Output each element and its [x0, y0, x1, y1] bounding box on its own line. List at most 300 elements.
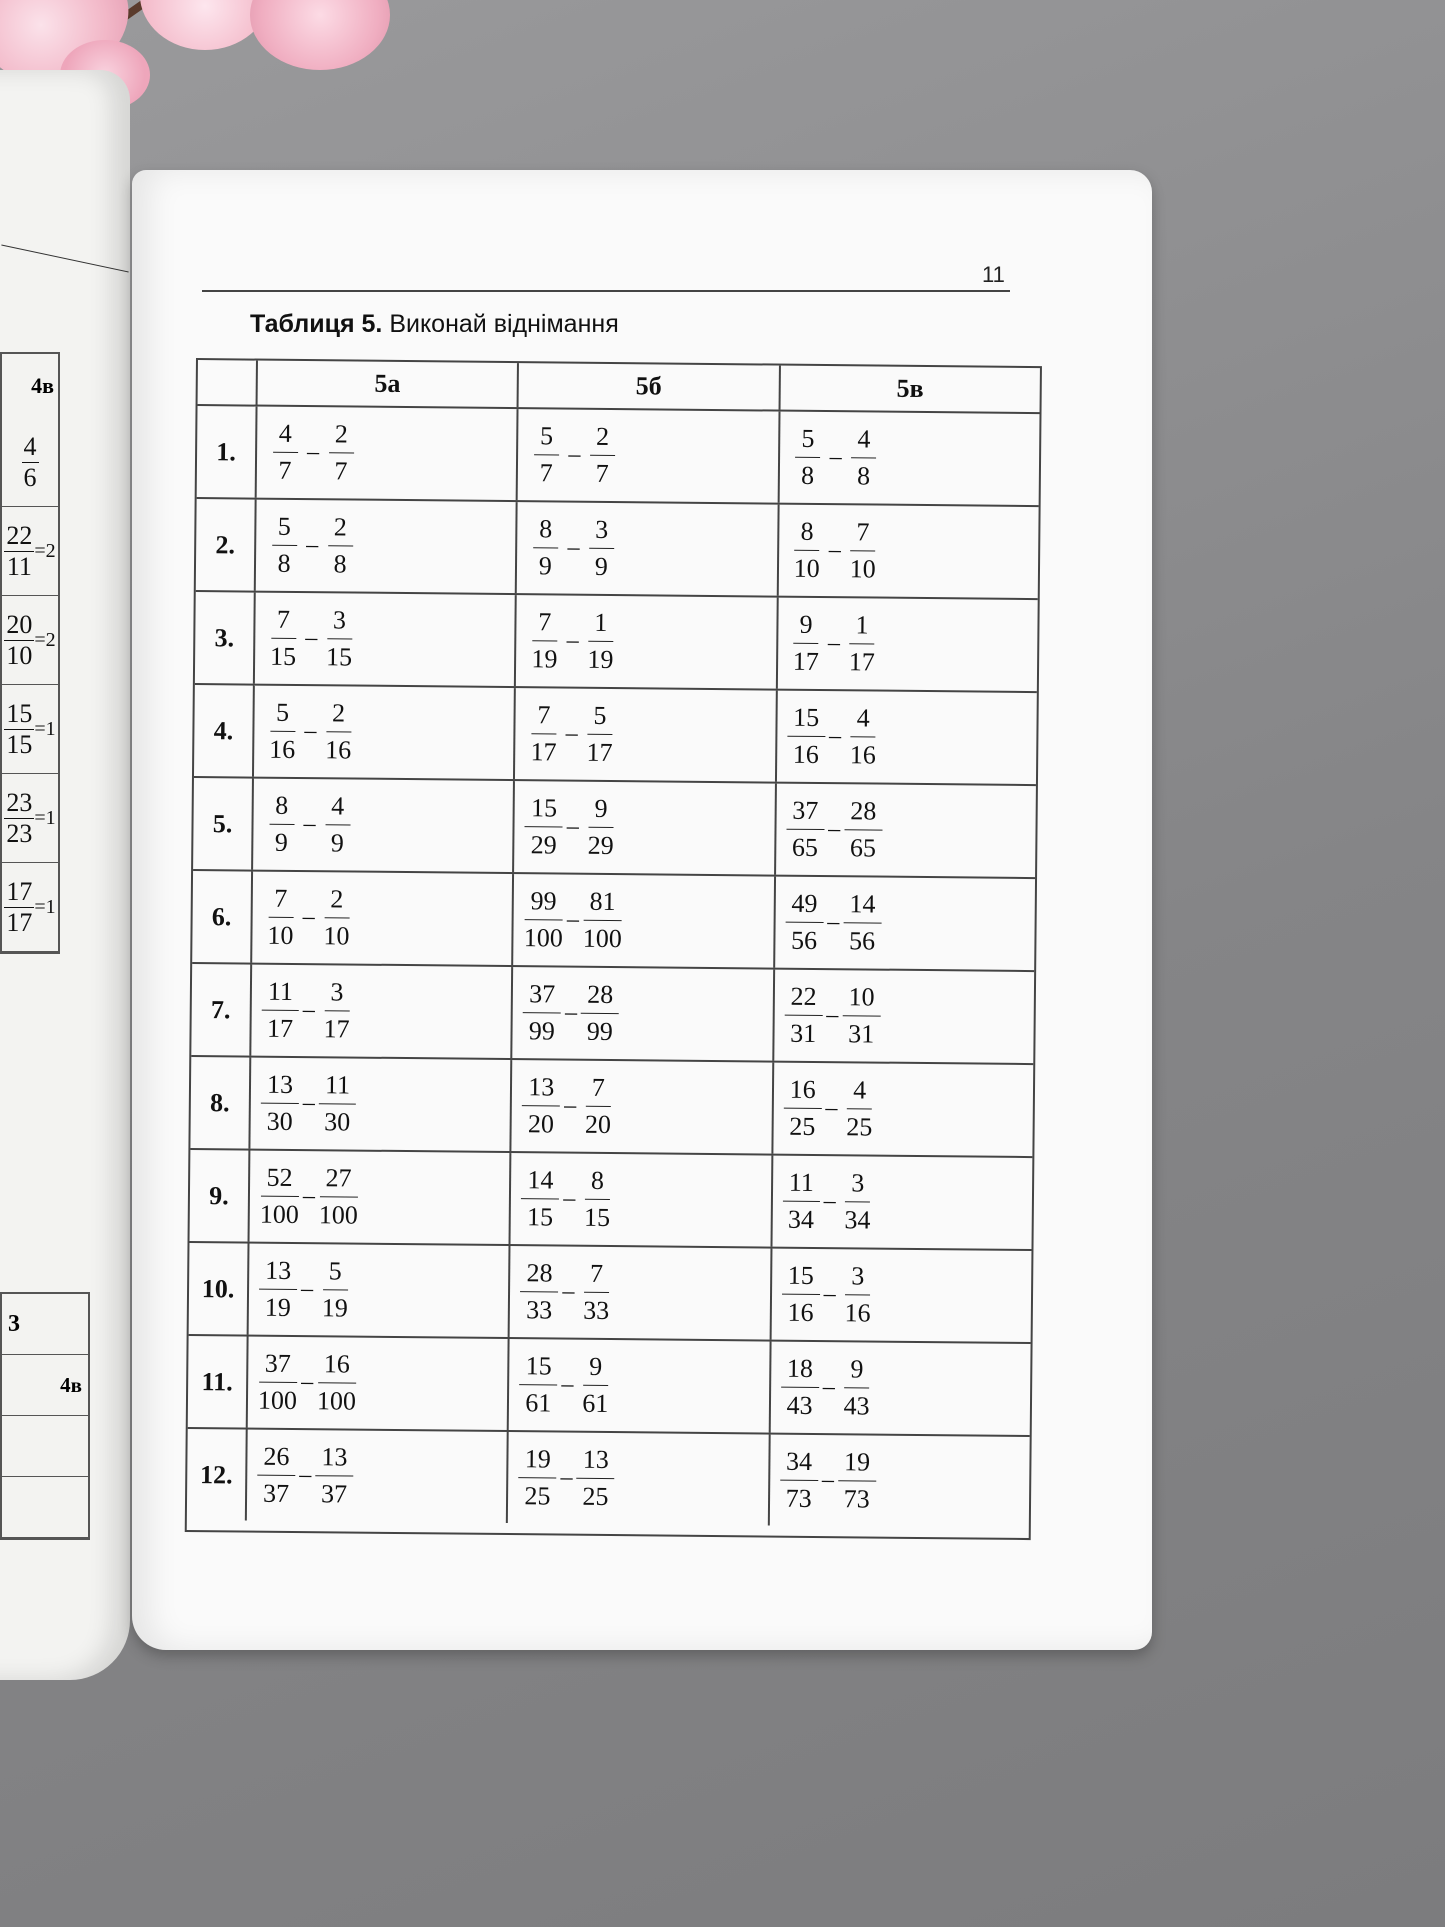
fraction: [323, 418, 360, 488]
exercise-cell: [512, 1060, 774, 1154]
fraction: [319, 790, 356, 860]
exercise-cell: [776, 784, 1036, 877]
denominator: 8: [277, 548, 291, 578]
subtraction-expression: [257, 1440, 354, 1511]
exercise-number: 11.: [188, 1336, 249, 1428]
numerator: 13: [522, 1071, 560, 1107]
denominator: 8: [800, 460, 815, 490]
subtraction-expression: [263, 789, 356, 860]
numerator: 5: [795, 422, 820, 458]
denominator: 6: [23, 462, 37, 492]
subtraction-expression: [785, 887, 882, 958]
denominator: 99: [528, 1016, 556, 1046]
fraction: [4, 699, 34, 760]
exercise-cell: [254, 686, 516, 780]
minus-sign: –: [567, 534, 580, 561]
numerator: 37: [259, 1347, 297, 1383]
minus-sign: –: [825, 1095, 838, 1122]
fraction: [523, 978, 562, 1048]
subtraction-expression: [521, 1164, 616, 1235]
left-page-table: [0, 352, 60, 954]
fraction: [524, 885, 564, 955]
denominator: 25: [789, 1111, 816, 1141]
fraction: [321, 604, 358, 674]
fraction: [838, 1353, 875, 1423]
fraction: [519, 1350, 558, 1420]
denominator: 17: [266, 1013, 294, 1043]
numerator: 13: [259, 1254, 297, 1290]
subtraction-expression: [266, 510, 359, 581]
exercise-row: [196, 499, 1039, 600]
left-page-lower-table: [0, 1292, 90, 1540]
exercise-cell: [518, 409, 780, 503]
minus-sign: –: [306, 439, 320, 466]
minus-sign: –: [299, 1462, 312, 1489]
number-column-header: [198, 360, 258, 405]
exercise-cell: [772, 1156, 1032, 1249]
numerator: 4: [325, 790, 350, 826]
fraction: [264, 696, 301, 766]
fraction: [789, 422, 826, 492]
left-page-column-header: 4в: [31, 373, 54, 398]
minus-sign: –: [566, 906, 580, 933]
exercise-table: [185, 358, 1042, 1540]
fraction: [780, 1352, 819, 1422]
fraction: [319, 1069, 357, 1139]
denominator: 7: [539, 458, 553, 488]
fraction: [582, 606, 619, 676]
numerator: 9: [844, 1353, 869, 1389]
denominator: 17: [6, 907, 33, 937]
exercise-row: [188, 1336, 1031, 1437]
fraction: [781, 1259, 820, 1329]
exercise-cell: [508, 1432, 770, 1526]
denominator: 7: [278, 455, 292, 485]
equals-result: =1: [34, 717, 56, 740]
numerator: 17: [6, 876, 33, 906]
denominator: 15: [270, 641, 297, 671]
numerator: 28: [844, 795, 882, 831]
exercise-number: 10.: [189, 1243, 250, 1335]
denominator: 19: [531, 644, 558, 674]
numerator: 16: [318, 1348, 356, 1384]
numerator: 13: [261, 1068, 299, 1104]
minus-sign: –: [305, 625, 318, 652]
denominator: 15: [325, 642, 353, 672]
numerator: 15: [6, 698, 33, 728]
exercise-number: 1.: [197, 406, 258, 498]
subtraction-expression: [265, 603, 358, 674]
minus-sign: –: [821, 1467, 835, 1494]
minus-sign: –: [306, 532, 319, 559]
denominator: 100: [582, 923, 622, 954]
numerator: 13: [577, 1443, 615, 1479]
exercise-cell: [770, 1342, 1030, 1435]
fraction: [844, 795, 883, 865]
numerator: 7: [532, 606, 557, 642]
subtraction-expression: [528, 420, 621, 491]
denominator: 100: [257, 1385, 298, 1416]
fraction: [782, 1166, 820, 1236]
numerator: 37: [523, 978, 561, 1014]
numerator: 2: [590, 420, 615, 456]
numerator: 2: [328, 511, 353, 547]
exercise-row: [193, 778, 1036, 879]
fraction: [839, 1260, 876, 1330]
minus-sign: –: [568, 441, 581, 468]
numerator: 16: [783, 1073, 821, 1109]
subtraction-expression: [525, 792, 620, 863]
denominator: 16: [849, 740, 877, 770]
denominator: 25: [582, 1481, 609, 1512]
denominator: 56: [790, 925, 818, 955]
fraction: [4, 610, 34, 671]
numerator: 4: [851, 702, 876, 738]
numerator: 15: [787, 701, 825, 737]
numerator: 8: [533, 513, 558, 549]
minus-sign: –: [302, 904, 315, 931]
subtraction-expression: [518, 1443, 615, 1514]
denominator: 16: [787, 1297, 814, 1327]
fraction: [843, 888, 882, 958]
subtraction-expression: [783, 1073, 878, 1144]
numerator: 15: [519, 1350, 557, 1386]
denominator: 73: [843, 1484, 870, 1514]
fraction: [576, 1443, 615, 1513]
fraction: [525, 792, 564, 862]
denominator: 17: [586, 737, 613, 768]
column-header-5b: 5б: [519, 363, 781, 410]
numerator: 2: [329, 418, 354, 454]
fraction: [263, 789, 300, 859]
subtraction-expression: [789, 422, 882, 493]
numerator: 52: [260, 1161, 298, 1197]
denominator: 7: [595, 458, 609, 488]
fraction: [580, 1071, 617, 1141]
numerator: 22: [784, 980, 822, 1016]
subtraction-expression: [520, 1257, 615, 1328]
exercise-number: 4.: [194, 685, 255, 777]
minus-sign: –: [828, 537, 841, 564]
denominator: 30: [324, 1107, 351, 1137]
title-text: Виконай віднімання: [382, 310, 619, 338]
subtraction-expression: [786, 794, 883, 865]
fraction: [317, 1348, 357, 1418]
fraction: [577, 1350, 614, 1420]
minus-sign: –: [826, 1002, 839, 1029]
numerator: 19: [519, 1443, 557, 1479]
left-page-lower-label: 3: [2, 1294, 88, 1355]
subtraction-expression: [260, 1161, 359, 1232]
exercise-row: [189, 1243, 1032, 1344]
denominator: 65: [849, 833, 877, 863]
subtraction-expression: [522, 1071, 617, 1142]
denominator: 100: [259, 1199, 299, 1230]
numerator: 4: [847, 1074, 872, 1110]
denominator: 16: [269, 734, 296, 764]
exercise-cell: [256, 500, 518, 594]
minus-sign: –: [564, 999, 578, 1026]
fraction: [844, 609, 881, 679]
fraction: [838, 1446, 877, 1516]
subtraction-expression: [524, 885, 623, 956]
numerator: 34: [780, 1445, 818, 1481]
fraction: [581, 699, 618, 769]
exercise-cell: [771, 1249, 1031, 1342]
denominator: 15: [526, 1202, 554, 1232]
fraction: [583, 885, 623, 955]
denominator: 100: [523, 923, 563, 953]
column-header-5v: 5в: [896, 373, 924, 403]
subtraction-expression: [519, 1350, 614, 1421]
denominator: 9: [274, 827, 288, 857]
numerator: 28: [581, 978, 619, 1014]
exercise-cell: [252, 872, 514, 966]
denominator: 37: [320, 1479, 348, 1509]
exercise-cell: [514, 874, 776, 968]
exercise-cell: [247, 1430, 509, 1524]
denominator: 43: [843, 1391, 870, 1421]
fraction: [322, 511, 359, 581]
exercise-cell: [255, 593, 517, 687]
fraction: [4, 877, 34, 938]
left-page-rule: [1, 244, 128, 272]
denominator: 15: [583, 1202, 611, 1233]
denominator: 17: [792, 646, 819, 676]
fraction: [266, 510, 303, 580]
fraction: [267, 417, 304, 487]
subtraction-expression: [784, 980, 881, 1051]
minus-sign: –: [829, 444, 842, 471]
denominator: 10: [6, 640, 33, 670]
fraction: [318, 976, 355, 1046]
numerator: 11: [262, 975, 299, 1011]
denominator: 56: [848, 926, 876, 956]
numerator: 22: [6, 520, 33, 550]
exercise-row: [194, 685, 1037, 786]
numerator: 23: [6, 787, 33, 817]
numerator: 2: [326, 697, 351, 733]
denominator: 29: [587, 830, 614, 861]
numerator: 7: [531, 699, 556, 735]
denominator: 65: [791, 832, 819, 862]
subtraction-expression: [780, 1352, 875, 1423]
left-page-cell: [2, 418, 58, 507]
exercise-cell: [517, 502, 779, 596]
numerator: 7: [850, 516, 875, 552]
numerator: 15: [525, 792, 563, 828]
denominator: 17: [848, 647, 875, 677]
fraction: [787, 701, 826, 771]
page-number: 11: [982, 262, 1005, 287]
exercise-row: [197, 406, 1040, 507]
numerator: 14: [843, 888, 881, 924]
numerator: 5: [587, 699, 612, 735]
numerator: 5: [272, 510, 297, 546]
numerator: 11: [319, 1069, 356, 1105]
exercise-cell: [778, 505, 1038, 598]
numerator: 9: [588, 792, 613, 828]
minus-sign: –: [303, 811, 316, 838]
minus-sign: –: [827, 630, 841, 657]
exercise-number: 12.: [187, 1429, 248, 1521]
denominator: 7: [334, 456, 348, 486]
fraction: [259, 1254, 298, 1324]
minus-sign: –: [566, 627, 579, 654]
fraction: [4, 521, 34, 582]
numerator: 27: [319, 1162, 357, 1198]
minus-sign: –: [823, 1281, 836, 1308]
exercise-cell: [509, 1339, 771, 1433]
minus-sign: –: [828, 723, 842, 750]
numerator: 37: [786, 794, 824, 830]
minus-sign: –: [823, 1188, 836, 1215]
exercise-number: 3.: [195, 592, 256, 684]
denominator: 33: [526, 1295, 553, 1325]
exercise-cell: [777, 691, 1037, 784]
denominator: 61: [525, 1388, 552, 1418]
subtraction-expression: [258, 1347, 357, 1418]
denominator: 19: [321, 1293, 349, 1323]
fraction: [780, 1445, 819, 1515]
fraction: [320, 697, 357, 767]
fraction: [257, 1440, 296, 1510]
exercise-row: [190, 1150, 1033, 1251]
denominator: 17: [530, 737, 557, 767]
numerator: 8: [585, 1164, 610, 1200]
exercise-number: 6.: [192, 871, 253, 963]
subtraction-expression: [261, 1068, 357, 1139]
minus-sign: –: [300, 1276, 314, 1303]
subtraction-expression: [262, 882, 355, 953]
minus-sign: –: [822, 1374, 835, 1401]
subtraction-expression: [259, 1254, 354, 1325]
subtraction-expression: [788, 608, 881, 679]
fraction: [845, 423, 882, 493]
numerator: 99: [524, 885, 562, 921]
left-page-cell: [2, 685, 58, 774]
fraction: [841, 1074, 878, 1144]
fraction: [319, 1162, 359, 1232]
numerator: 20: [6, 609, 33, 639]
subtraction-expression: [526, 606, 619, 677]
fraction: [578, 1257, 615, 1327]
numerator: 10: [842, 981, 880, 1017]
subtraction-expression: [264, 696, 357, 767]
fraction: [525, 699, 562, 769]
fraction: [318, 883, 355, 953]
exercise-number: 7.: [191, 964, 252, 1056]
minus-sign: –: [560, 1464, 573, 1491]
exercise-cell: [250, 1151, 512, 1245]
equals-result: =2: [34, 628, 56, 651]
exercise-cell: [248, 1337, 510, 1431]
exercise-cell: [511, 1153, 773, 1247]
subtraction-expression: [527, 513, 620, 584]
denominator: 43: [786, 1390, 813, 1420]
subtraction-expression: [780, 1445, 877, 1516]
page-title: [250, 310, 619, 339]
denominator: 16: [325, 735, 352, 765]
left-page-cell: [2, 507, 58, 596]
denominator: 16: [844, 1298, 871, 1328]
exercise-cell: [769, 1435, 1029, 1528]
exercise-row: [187, 1429, 1030, 1528]
denominator: 99: [586, 1016, 614, 1047]
exercise-row: [190, 1057, 1033, 1158]
numerator: 7: [586, 1071, 611, 1107]
exercise-cell: [249, 1244, 511, 1338]
fraction: [583, 792, 620, 862]
exercise-cell: [514, 781, 776, 875]
fraction: [521, 1164, 560, 1234]
denominator: 30: [266, 1106, 293, 1136]
minus-sign: –: [302, 1183, 316, 1210]
numerator: 3: [845, 1260, 870, 1296]
denominator: 37: [262, 1478, 290, 1508]
denominator: 9: [538, 551, 552, 581]
exercise-row: [191, 964, 1034, 1065]
numerator: 3: [327, 604, 352, 640]
denominator: 11: [6, 551, 32, 581]
numerator: 7: [268, 882, 293, 918]
numerator: 13: [315, 1441, 353, 1477]
table-header-row: [198, 360, 1040, 414]
subtraction-expression: [261, 975, 355, 1046]
denominator: 10: [849, 554, 876, 584]
numerator: 1: [849, 609, 874, 645]
minus-sign: –: [304, 718, 317, 745]
numerator: 5: [270, 696, 295, 732]
denominator: 10: [267, 920, 294, 950]
fraction: [520, 1257, 559, 1327]
denominator: 9: [330, 828, 344, 858]
denominator: 25: [846, 1112, 873, 1142]
fraction: [785, 887, 824, 957]
denominator: 34: [844, 1205, 871, 1235]
fraction: [584, 420, 621, 490]
equals-result: =1: [34, 895, 56, 918]
denominator: 100: [318, 1200, 358, 1230]
denominator: 31: [848, 1019, 875, 1049]
minus-sign: –: [302, 997, 315, 1024]
exercise-number: 5.: [193, 778, 254, 870]
minus-sign: –: [563, 1185, 576, 1212]
subtraction-expression: [523, 978, 620, 1049]
left-page-lower-row: [2, 1416, 88, 1477]
fraction: [518, 1443, 557, 1513]
denominator: 31: [790, 1018, 817, 1048]
minus-sign: –: [301, 1369, 314, 1396]
fraction: [4, 788, 34, 849]
left-page: [0, 70, 130, 1680]
exercise-cell: [774, 970, 1034, 1063]
denominator: 19: [587, 644, 614, 675]
numerator: 11: [783, 1166, 820, 1202]
fraction: [261, 1068, 300, 1138]
denominator: 33: [583, 1295, 610, 1326]
denominator: 20: [527, 1109, 555, 1139]
exercise-number: 9.: [190, 1150, 251, 1242]
numerator: 14: [521, 1164, 559, 1200]
exercise-cell: [253, 779, 515, 873]
numerator: 5: [323, 1255, 348, 1291]
title-label: Таблиця 5.: [250, 310, 383, 338]
left-page-cell: [2, 596, 58, 685]
fraction: [22, 432, 39, 493]
exercise-cell: [516, 595, 778, 689]
numerator: 3: [845, 1167, 870, 1203]
